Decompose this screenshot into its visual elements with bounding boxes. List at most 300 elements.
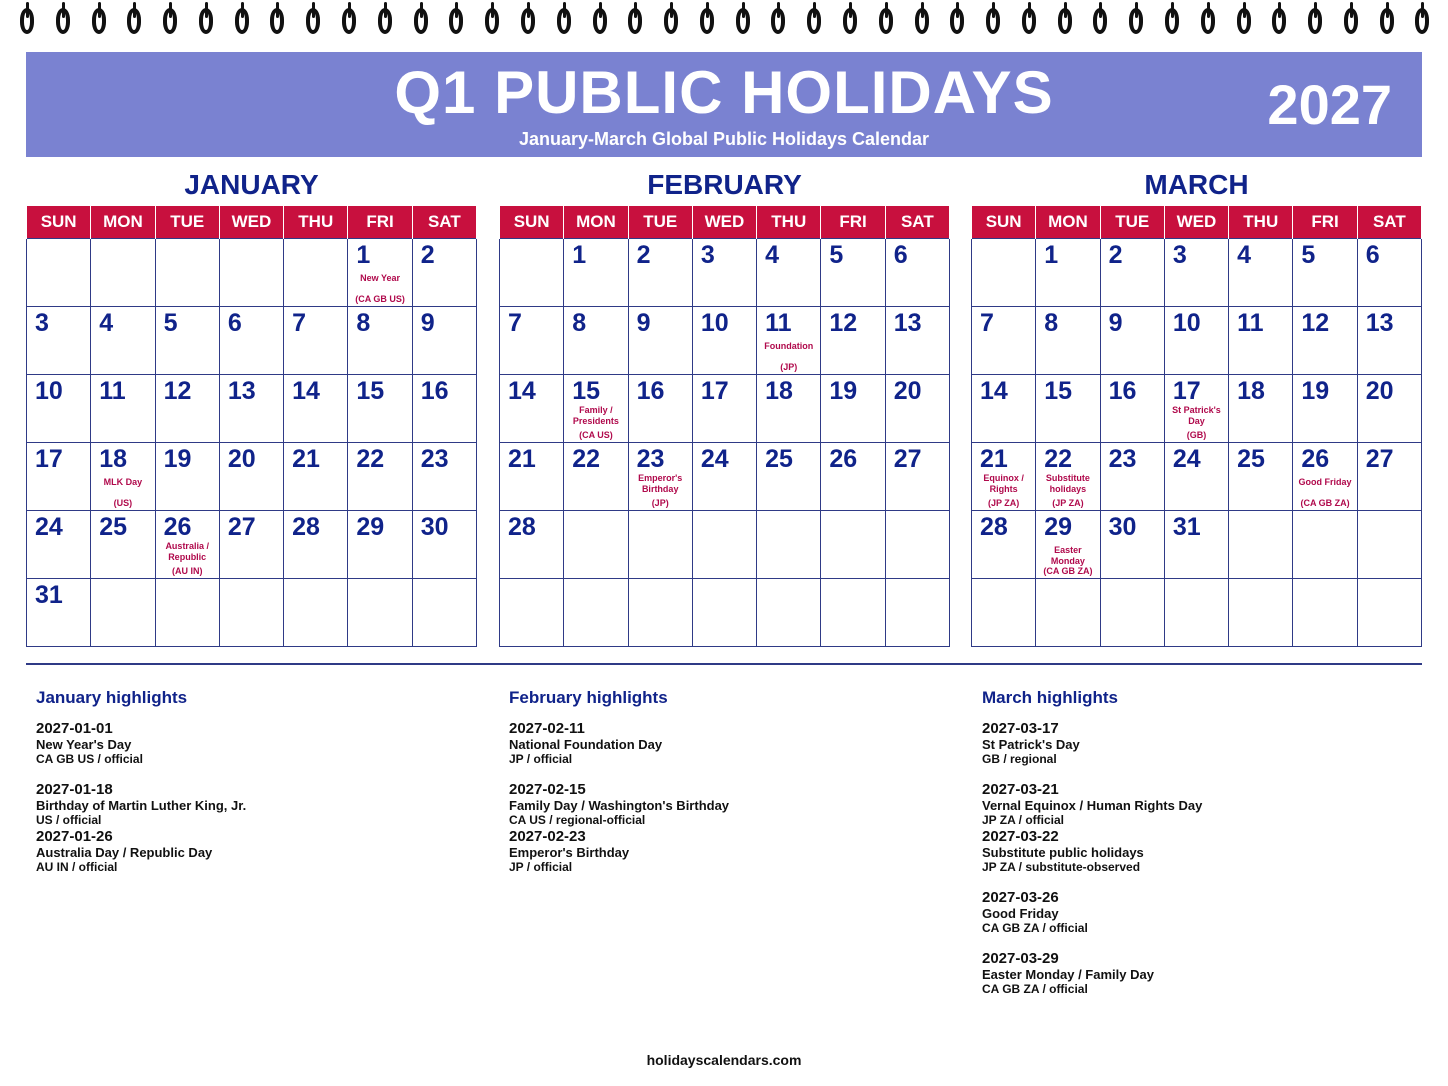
- binder-ring-icon: [843, 8, 857, 34]
- binder-ring-icon: [485, 8, 499, 34]
- highlight-type: JP ZA / official: [982, 813, 1065, 827]
- day-number: 28: [980, 513, 1008, 541]
- day-cell[interactable]: [628, 307, 692, 375]
- day-cell[interactable]: [692, 239, 756, 307]
- day-cell[interactable]: [628, 443, 692, 511]
- day-number: 27: [893, 445, 922, 473]
- day-number: 21: [292, 445, 320, 473]
- site-footer[interactable]: holidayscalendars.com: [646, 1052, 802, 1068]
- day-number: 27: [1365, 445, 1394, 473]
- binder-ring-icon: [593, 8, 607, 34]
- day-cell[interactable]: [1293, 307, 1357, 375]
- empty-day-cell: [692, 511, 756, 579]
- day-number: 4: [99, 309, 114, 337]
- day-number: 19: [163, 445, 192, 473]
- day-number: 31: [35, 581, 63, 609]
- day-cell[interactable]: [1036, 239, 1100, 307]
- day-number: 2: [420, 241, 435, 269]
- empty-day-cell: [1164, 579, 1228, 647]
- highlight-date: 2027-03-22: [982, 828, 1059, 845]
- weekday-header: SAT: [1357, 206, 1421, 239]
- week-row: [500, 579, 950, 647]
- holiday-name: Easter Monday: [1050, 545, 1085, 566]
- highlight-name: Substitute public holidays: [982, 845, 1144, 860]
- binder-ring-icon: [378, 8, 392, 34]
- holiday-countries: (CA GB ZA): [1300, 498, 1350, 508]
- holiday-countries: (JP): [651, 498, 669, 508]
- empty-day-cell: [885, 579, 949, 647]
- day-number: 14: [292, 377, 320, 405]
- binder-ring-icon: [1237, 8, 1251, 34]
- day-cell[interactable]: [27, 443, 91, 511]
- holiday-name: Good Friday: [1298, 477, 1352, 487]
- day-number: 12: [829, 309, 858, 337]
- day-number: 17: [35, 445, 63, 473]
- day-cell[interactable]: [628, 239, 692, 307]
- week-row: [500, 375, 950, 443]
- weekday-header: FRI: [1293, 206, 1357, 239]
- day-number: 26: [829, 445, 858, 473]
- highlight-type: CA GB ZA / official: [982, 982, 1088, 996]
- highlight-date: 2027-02-23: [509, 828, 586, 845]
- binder-ring-icon: [1344, 8, 1358, 34]
- highlight-type: JP / official: [509, 752, 573, 766]
- day-number: 15: [356, 377, 385, 405]
- day-number: 14: [980, 377, 1008, 405]
- day-cell[interactable]: [1164, 443, 1228, 511]
- highlight-item: [982, 950, 1212, 997]
- day-number: 3: [35, 309, 49, 337]
- day-number: 25: [99, 513, 128, 541]
- empty-day-cell: [821, 579, 885, 647]
- empty-day-cell: [1229, 511, 1293, 579]
- binder-ring-icon: [771, 8, 785, 34]
- week-row: [27, 239, 477, 307]
- day-cell[interactable]: [155, 307, 219, 375]
- day-number: 21: [508, 445, 536, 473]
- day-cell[interactable]: [91, 375, 155, 443]
- day-number: 6: [227, 309, 242, 337]
- day-number: 18: [765, 377, 793, 405]
- day-number: 25: [1237, 445, 1265, 473]
- highlight-item: [982, 828, 1212, 875]
- highlight-name: National Foundation Day: [509, 737, 663, 752]
- highlight-item: [36, 828, 266, 875]
- day-cell[interactable]: [91, 307, 155, 375]
- day-number: 26: [163, 513, 192, 541]
- day-cell[interactable]: [1357, 307, 1421, 375]
- day-cell[interactable]: [821, 375, 885, 443]
- highlight-date: 2027-01-18: [36, 781, 113, 798]
- highlight-name: Emperor's Birthday: [509, 845, 630, 860]
- march-highlights: [982, 688, 1212, 1011]
- day-cell[interactable]: [1229, 443, 1293, 511]
- day-cell[interactable]: [1100, 375, 1164, 443]
- day-number: 18: [99, 445, 128, 473]
- empty-day-cell: [972, 579, 1036, 647]
- weekday-header: FRI: [821, 206, 885, 239]
- day-cell[interactable]: [284, 375, 348, 443]
- day-cell[interactable]: [27, 307, 91, 375]
- day-cell[interactable]: [155, 511, 219, 579]
- day-cell[interactable]: [885, 307, 949, 375]
- binder-ring-icon: [163, 8, 177, 34]
- week-row: [972, 307, 1422, 375]
- day-cell[interactable]: [1100, 443, 1164, 511]
- day-cell[interactable]: [885, 375, 949, 443]
- day-number: 15: [572, 377, 601, 405]
- week-row: [972, 443, 1422, 511]
- day-number: 20: [1365, 377, 1394, 405]
- empty-day-cell: [1100, 579, 1164, 647]
- title-banner: [26, 52, 1422, 157]
- day-cell[interactable]: [1293, 375, 1357, 443]
- day-cell[interactable]: [348, 375, 412, 443]
- day-number: 20: [893, 377, 922, 405]
- day-cell[interactable]: [412, 443, 476, 511]
- binder-ring-icon: [1165, 8, 1179, 34]
- year-label: 2027: [1267, 73, 1392, 136]
- day-number: 1: [356, 241, 371, 269]
- weekday-header: SUN: [972, 206, 1036, 239]
- day-number: 7: [980, 309, 994, 337]
- holiday-name: Australia / Republic: [165, 541, 209, 562]
- highlight-name: Family Day / Washington's Birthday: [509, 798, 730, 813]
- day-number: 20: [227, 445, 256, 473]
- holiday-name: Equinox / Rights: [983, 473, 1024, 494]
- day-cell[interactable]: [757, 375, 821, 443]
- day-number: 6: [1365, 241, 1380, 269]
- binder-ring-icon: [92, 8, 106, 34]
- day-cell[interactable]: [821, 307, 885, 375]
- day-cell[interactable]: [1164, 375, 1228, 443]
- month-grid: [971, 206, 1422, 647]
- day-cell[interactable]: [757, 443, 821, 511]
- day-cell[interactable]: [1229, 307, 1293, 375]
- day-cell[interactable]: [972, 443, 1036, 511]
- day-number: 19: [1301, 377, 1330, 405]
- empty-day-cell: [692, 579, 756, 647]
- day-cell[interactable]: [885, 443, 949, 511]
- highlight-name: Good Friday: [982, 906, 1059, 921]
- weekday-header: TUE: [1100, 206, 1164, 239]
- highlight-date: 2027-01-26: [36, 828, 113, 845]
- day-number: 23: [636, 445, 665, 473]
- day-number: 12: [163, 377, 192, 405]
- day-cell[interactable]: [500, 375, 564, 443]
- day-number: 22: [572, 445, 601, 473]
- empty-day-cell: [284, 579, 348, 647]
- day-cell[interactable]: [284, 443, 348, 511]
- day-cell[interactable]: [412, 239, 476, 307]
- binder-ring-icon: [1022, 8, 1036, 34]
- day-number: 19: [829, 377, 858, 405]
- holiday-countries: (CA US): [579, 430, 613, 440]
- day-number: 18: [1237, 377, 1265, 405]
- day-cell[interactable]: [564, 239, 628, 307]
- day-cell[interactable]: [972, 375, 1036, 443]
- day-cell[interactable]: [500, 511, 564, 579]
- day-number: 7: [292, 309, 307, 337]
- day-cell[interactable]: [1164, 511, 1228, 579]
- highlight-item: [982, 720, 1212, 767]
- day-cell[interactable]: [1357, 375, 1421, 443]
- empty-day-cell: [1357, 511, 1421, 579]
- day-number: 5: [1301, 241, 1316, 269]
- day-cell[interactable]: [885, 239, 949, 307]
- highlight-name: Vernal Equinox / Human Rights Day: [982, 798, 1203, 813]
- day-cell[interactable]: [692, 307, 756, 375]
- binder-ring-icon: [986, 8, 1000, 34]
- day-cell[interactable]: [1036, 511, 1100, 579]
- holiday-name: Substitute holidays: [1045, 473, 1090, 494]
- highlight-item: [509, 720, 739, 767]
- day-number: 7: [508, 309, 522, 337]
- highlight-item: [982, 889, 1212, 936]
- day-number: 13: [227, 377, 256, 405]
- week-row: [972, 375, 1422, 443]
- binder-ring-icon: [449, 8, 463, 34]
- weekday-header: SAT: [412, 206, 476, 239]
- day-cell[interactable]: [219, 375, 283, 443]
- day-number: 2: [636, 241, 651, 269]
- day-number: 1: [572, 241, 587, 269]
- week-row: [972, 511, 1422, 579]
- day-number: 14: [508, 377, 536, 405]
- highlight-date: 2027-03-26: [982, 889, 1059, 906]
- binder-ring-icon: [235, 8, 249, 34]
- day-cell[interactable]: [412, 511, 476, 579]
- day-cell[interactable]: [1229, 375, 1293, 443]
- day-cell[interactable]: [564, 443, 628, 511]
- day-number: 27: [227, 513, 256, 541]
- binder-ring-icon: [1058, 8, 1072, 34]
- day-number: 13: [893, 309, 922, 337]
- day-cell[interactable]: [284, 307, 348, 375]
- day-number: 2: [1108, 241, 1123, 269]
- day-number: 17: [700, 377, 729, 405]
- day-number: 4: [1237, 241, 1252, 269]
- day-number: 29: [1044, 513, 1073, 541]
- week-row: [500, 511, 950, 579]
- day-number: 11: [765, 309, 792, 337]
- month-name: FEBRUARY: [647, 169, 802, 200]
- binder-rings: [20, 8, 1430, 40]
- day-number: 8: [572, 309, 587, 337]
- day-number: 13: [1365, 309, 1394, 337]
- day-cell[interactable]: [692, 443, 756, 511]
- empty-day-cell: [972, 239, 1036, 307]
- highlight-name: St Patrick's Day: [982, 737, 1080, 752]
- day-cell[interactable]: [564, 307, 628, 375]
- highlight-date: 2027-02-15: [509, 781, 586, 798]
- day-number: 11: [1237, 309, 1264, 337]
- day-number: 24: [1172, 445, 1201, 473]
- empty-day-cell: [1293, 579, 1357, 647]
- holiday-countries: (US): [113, 498, 133, 508]
- day-number: 16: [420, 377, 449, 405]
- highlight-type: CA GB ZA / official: [982, 921, 1088, 935]
- day-cell[interactable]: [500, 307, 564, 375]
- day-cell[interactable]: [348, 239, 412, 307]
- week-row: [27, 511, 477, 579]
- empty-day-cell: [821, 511, 885, 579]
- binder-ring-icon: [1129, 8, 1143, 34]
- binder-ring-icon: [664, 8, 678, 34]
- highlight-item: [982, 781, 1212, 828]
- day-number: 24: [700, 445, 729, 473]
- highlight-item: [36, 720, 266, 767]
- day-cell[interactable]: [972, 511, 1036, 579]
- binder-ring-icon: [807, 8, 821, 34]
- day-cell[interactable]: [757, 239, 821, 307]
- day-cell[interactable]: [1293, 443, 1357, 511]
- empty-day-cell: [284, 239, 348, 307]
- day-cell[interactable]: [1164, 239, 1228, 307]
- day-cell[interactable]: [1100, 239, 1164, 307]
- binder-ring-icon: [915, 8, 929, 34]
- binder-ring-icon: [521, 8, 535, 34]
- empty-day-cell: [219, 579, 283, 647]
- binder-ring-icon: [950, 8, 964, 34]
- day-cell[interactable]: [155, 443, 219, 511]
- empty-day-cell: [27, 239, 91, 307]
- day-cell[interactable]: [27, 511, 91, 579]
- weekday-header: SAT: [885, 206, 949, 239]
- day-cell[interactable]: [348, 511, 412, 579]
- empty-day-cell: [628, 579, 692, 647]
- day-cell[interactable]: [692, 375, 756, 443]
- binder-ring-icon: [342, 8, 356, 34]
- holiday-name: New Year: [360, 273, 400, 283]
- day-number: 30: [420, 513, 449, 541]
- day-number: 3: [700, 241, 715, 269]
- binder-ring-icon: [1308, 8, 1322, 34]
- highlight-type: AU IN / official: [36, 860, 118, 874]
- january-highlights: [36, 688, 266, 875]
- highlight-name: Australia Day / Republic Day: [36, 845, 213, 860]
- weekday-header: TUE: [628, 206, 692, 239]
- binder-ring-icon: [700, 8, 714, 34]
- day-cell[interactable]: [412, 307, 476, 375]
- day-cell[interactable]: [1293, 239, 1357, 307]
- highlight-type: GB / regional: [982, 752, 1057, 766]
- highlight-item: [509, 781, 739, 828]
- day-cell[interactable]: [155, 375, 219, 443]
- day-number: 26: [1301, 445, 1330, 473]
- day-number: 16: [1108, 377, 1137, 405]
- binder-ring-icon: [199, 8, 213, 34]
- day-cell[interactable]: [348, 443, 412, 511]
- holiday-name: Family / Presidents: [572, 405, 619, 426]
- day-cell[interactable]: [757, 307, 821, 375]
- day-number: 22: [356, 445, 385, 473]
- day-number: 11: [99, 377, 126, 405]
- binder-ring-icon: [1093, 8, 1107, 34]
- day-number: 3: [1172, 241, 1187, 269]
- day-number: 5: [829, 241, 844, 269]
- day-cell[interactable]: [1036, 375, 1100, 443]
- day-cell[interactable]: [1100, 307, 1164, 375]
- day-cell[interactable]: [412, 375, 476, 443]
- day-cell[interactable]: [1164, 307, 1228, 375]
- empty-day-cell: [628, 511, 692, 579]
- day-cell[interactable]: [219, 443, 283, 511]
- day-cell[interactable]: [284, 511, 348, 579]
- empty-day-cell: [885, 511, 949, 579]
- empty-day-cell: [1229, 579, 1293, 647]
- empty-day-cell: [91, 579, 155, 647]
- day-cell[interactable]: [348, 307, 412, 375]
- day-cell[interactable]: [821, 239, 885, 307]
- weekday-header: TUE: [155, 206, 219, 239]
- weekday-header: SUN: [27, 206, 91, 239]
- day-cell[interactable]: [27, 375, 91, 443]
- day-number: 30: [1108, 513, 1137, 541]
- day-cell[interactable]: [219, 307, 283, 375]
- empty-day-cell: [564, 579, 628, 647]
- weekday-header: WED: [219, 206, 283, 239]
- holiday-countries: (JP ZA): [987, 498, 1020, 508]
- day-cell[interactable]: [27, 579, 91, 647]
- day-cell[interactable]: [821, 443, 885, 511]
- day-cell[interactable]: [1100, 511, 1164, 579]
- day-cell[interactable]: [1036, 307, 1100, 375]
- day-cell[interactable]: [219, 511, 283, 579]
- day-cell[interactable]: [972, 307, 1036, 375]
- day-number: 28: [508, 513, 536, 541]
- highlights-heading: January highlights: [36, 688, 188, 707]
- highlight-date: 2027-02-11: [509, 720, 585, 737]
- day-number: 15: [1044, 377, 1073, 405]
- binder-ring-icon: [414, 8, 428, 34]
- empty-day-cell: [348, 579, 412, 647]
- day-cell[interactable]: [1229, 239, 1293, 307]
- day-number: 23: [420, 445, 449, 473]
- month-february: [499, 168, 950, 647]
- day-number: 12: [1301, 309, 1330, 337]
- day-cell[interactable]: [564, 375, 628, 443]
- weekday-header: MON: [1036, 206, 1100, 239]
- weekday-header: THU: [757, 206, 821, 239]
- empty-day-cell: [1357, 579, 1421, 647]
- day-cell[interactable]: [91, 511, 155, 579]
- day-cell[interactable]: [1357, 443, 1421, 511]
- day-number: 9: [636, 309, 651, 337]
- day-cell[interactable]: [628, 375, 692, 443]
- highlight-type: JP / official: [509, 860, 573, 874]
- day-cell[interactable]: [1357, 239, 1421, 307]
- highlights-heading: February highlights: [509, 688, 668, 707]
- highlight-type: CA GB US / official: [36, 752, 143, 766]
- highlight-name: New Year's Day: [36, 737, 132, 752]
- page-subtitle: January-March Global Public Holidays Calendar: [518, 129, 930, 149]
- highlight-type: CA US / regional-official: [509, 813, 646, 827]
- highlight-date: 2027-03-21: [982, 781, 1059, 798]
- holiday-countries: (JP): [780, 362, 798, 372]
- binder-ring-icon: [306, 8, 320, 34]
- week-row: [500, 443, 950, 511]
- day-cell[interactable]: [91, 443, 155, 511]
- empty-day-cell: [1293, 511, 1357, 579]
- weekday-header: SUN: [500, 206, 564, 239]
- weekday-header: WED: [692, 206, 756, 239]
- highlight-date: 2027-03-29: [982, 950, 1059, 967]
- day-cell[interactable]: [1036, 443, 1100, 511]
- empty-day-cell: [757, 511, 821, 579]
- day-cell[interactable]: [500, 443, 564, 511]
- day-number: 17: [1172, 377, 1201, 405]
